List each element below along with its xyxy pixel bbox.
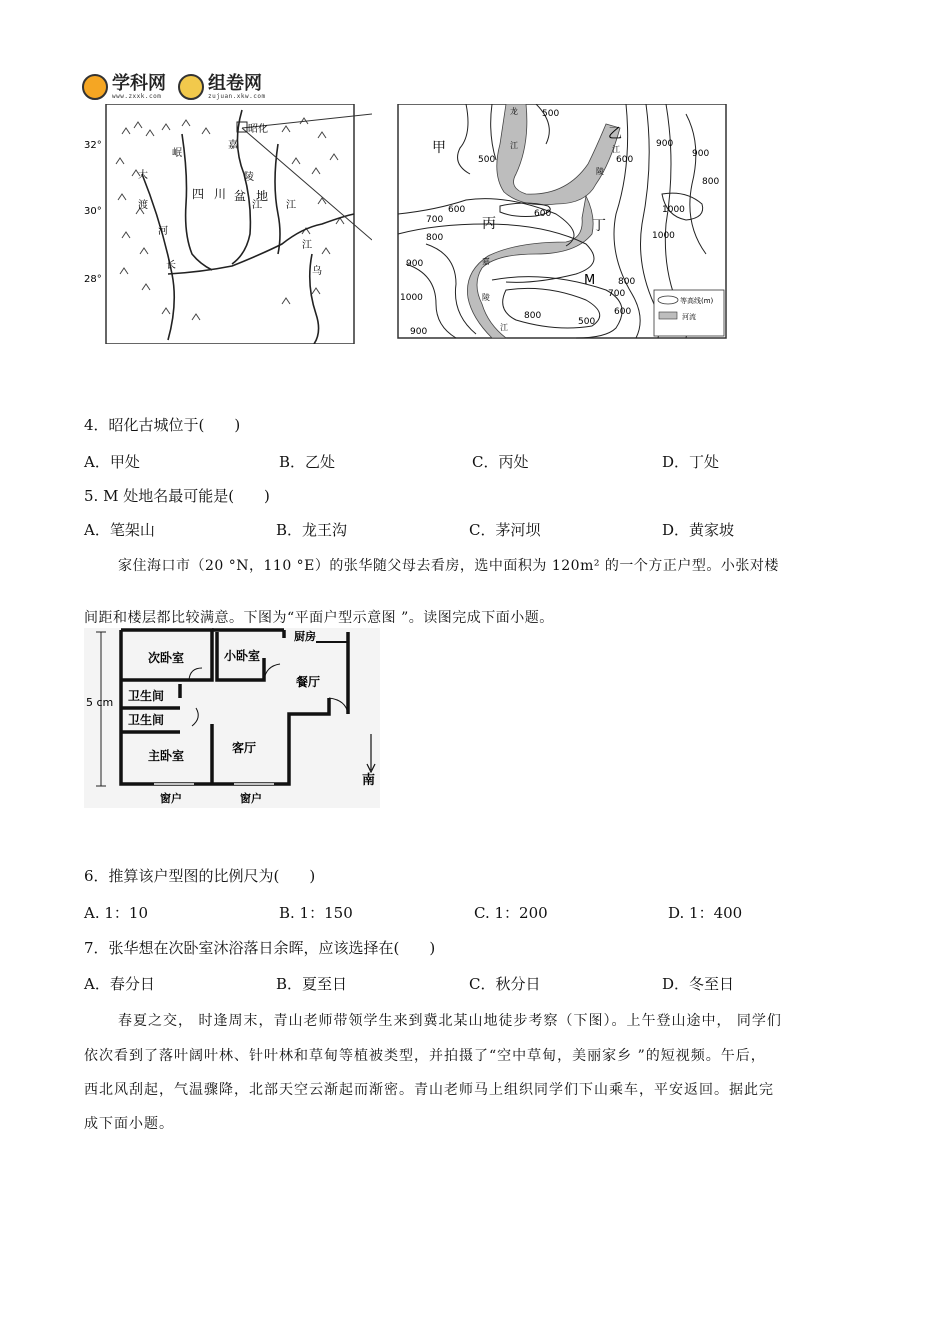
lat-label: 32° (84, 140, 102, 151)
place-label: 嘉 (228, 140, 238, 151)
river-label: 陵 (482, 293, 490, 302)
contour-label: 700 (608, 289, 626, 299)
passage-1-line-2: 间距和楼层都比较满意。下图为“平面户型示意图 ”。读图完成下面小题。 (84, 610, 554, 626)
q7-option-d[interactable]: D．冬至日 (662, 975, 735, 993)
logo-title: 组卷网 (208, 72, 262, 94)
room-label: 卫生间 (128, 713, 165, 727)
lat-label: 28° (84, 274, 102, 285)
logo-zujuanwang (178, 74, 266, 100)
contour-map (396, 104, 730, 340)
graduation-cap-icon (178, 74, 204, 100)
question-7-stem: 7．张华想在次卧室沐浴落日余晖，应该选择在( ) (84, 939, 436, 957)
contour-label: 900 (656, 139, 674, 149)
contour-label: 600 (534, 209, 552, 219)
q5-option-b[interactable]: B．龙王沟 (276, 521, 348, 539)
contour-label: 600 (614, 307, 632, 317)
river-label: 陵 (596, 167, 604, 176)
river-label: 江 (500, 323, 508, 332)
place-label: 川 (214, 187, 227, 201)
contour-label: 800 (524, 311, 542, 321)
passage-2-line-4: 成下面小题。 (84, 1116, 174, 1132)
q5-option-a[interactable]: A．笔架山 (84, 521, 155, 539)
contour-label: 600 (616, 155, 634, 165)
contour-label: 900 (410, 327, 428, 337)
contour-label: 1000 (400, 293, 423, 303)
river-label: 嘉 (482, 257, 490, 266)
place-label: 渡 (138, 200, 148, 211)
legend-contour-label: 等高线(m) (680, 297, 714, 305)
room-label: 主卧室 (148, 749, 185, 763)
header-logos (82, 70, 266, 104)
q6-option-a[interactable]: A. 1：10 (84, 904, 148, 922)
room-label: 卫生间 (128, 689, 165, 703)
contour-label: 1000 (652, 231, 675, 241)
river-label: 江 (612, 145, 620, 154)
contour-label: 500 (578, 317, 596, 327)
place-label: 江 (302, 240, 312, 251)
question-5-stem: 5. M 处地名最可能是( ) (84, 487, 270, 505)
area-label: 丁 (592, 218, 606, 234)
place-label: 四 (192, 187, 205, 201)
room-label: 次卧室 (148, 651, 185, 665)
place-label: 江 (252, 200, 262, 211)
place-label: 地 (256, 189, 269, 203)
contour-label: 900 (692, 149, 710, 159)
q6-option-d[interactable]: D. 1：400 (668, 904, 743, 922)
q4-option-a[interactable]: A．甲处 (84, 453, 140, 471)
q4-option-c[interactable]: C．丙处 (472, 453, 529, 471)
place-label: 乌 (312, 266, 322, 277)
river-label: 江 (510, 141, 518, 150)
place-label: 长 (166, 260, 176, 271)
window-label: 窗户 (240, 792, 262, 805)
room-label: 餐厅 (296, 675, 321, 689)
logo-title: 学科网 (112, 72, 166, 94)
place-label: 盆 (234, 189, 247, 203)
scale-label: 5 cm (86, 696, 114, 709)
contour-label: 800 (702, 177, 720, 187)
logo-url: www.zxxk.com (112, 92, 162, 100)
place-label: 大 (138, 170, 148, 181)
passage-1-line-1: 家住海口市（20 °N，110 °E）的张华随父母去看房，选中面积为 120m² 的一个方正户型。小张对楼 (118, 558, 779, 574)
lat-label: 30° (84, 206, 102, 217)
legend-river-label: 河流 (682, 313, 696, 321)
q7-option-b[interactable]: B．夏至日 (276, 975, 348, 993)
point-m-label: M (584, 273, 596, 288)
q4-option-b[interactable]: B．乙处 (279, 453, 336, 471)
contour-label: 800 (426, 233, 444, 243)
place-label: 昭化 (248, 124, 268, 135)
sichuan-basin-map (82, 104, 372, 344)
q7-option-a[interactable]: A．春分日 (84, 975, 155, 993)
south-label: 南 (362, 773, 376, 788)
q5-option-c[interactable]: C．茅河坝 (469, 521, 541, 539)
contour-label: 1000 (662, 205, 685, 215)
passage-2-line-1: 春夏之交， 时逢周末，青山老师带领学生来到冀北某山地徒步考察（下图）。上午登山途中， 同学们 (118, 1013, 782, 1029)
room-label: 客厅 (232, 741, 257, 755)
q6-option-c[interactable]: C. 1：200 (474, 904, 548, 922)
q7-option-c[interactable]: C．秋分日 (469, 975, 541, 993)
area-label: 乙 (608, 126, 622, 142)
place-label: 陵 (244, 172, 254, 183)
q5-option-d[interactable]: D．黄家坡 (662, 521, 735, 539)
area-label: 甲 (432, 140, 446, 156)
q4-option-d[interactable]: D．丁处 (662, 453, 720, 471)
room-label: 厨房 (294, 630, 316, 643)
owl-icon (82, 74, 108, 100)
place-label: 河 (158, 226, 168, 237)
place-label: 岷 (172, 148, 182, 159)
place-label: 江 (286, 200, 296, 211)
logo-xuekewang (82, 74, 166, 100)
area-label: 丙 (482, 216, 496, 232)
contour-label: 800 (618, 277, 636, 287)
floor-plan-diagram (84, 628, 380, 808)
logo-url: zujuan.xkw.com (208, 92, 266, 100)
room-label: 小卧室 (224, 649, 261, 663)
question-4-stem: 4．昭化古城位于( ) (84, 416, 241, 434)
contour-label: 600 (448, 205, 466, 215)
river-label: 龙 (510, 107, 518, 116)
question-6-stem: 6．推算该户型图的比例尺为( ) (84, 867, 316, 885)
contour-label: 500 (478, 155, 496, 165)
contour-label: 900 (406, 259, 424, 269)
contour-label: 700 (426, 215, 444, 225)
q6-option-b[interactable]: B. 1：150 (279, 904, 353, 922)
passage-2-line-2: 依次看到了落叶阔叶林、针叶林和草甸等植被类型，并拍摄了“空中草甸，美丽家乡 ”的短视频。午后， (84, 1048, 766, 1064)
window-label: 窗户 (160, 792, 182, 805)
passage-2-line-3: 西北风刮起，气温骤降，北部天空云渐起而渐密。青山老师马上组织同学们下山乘车，平安返回。据此完 (84, 1082, 774, 1098)
contour-label: 500 (542, 109, 560, 119)
